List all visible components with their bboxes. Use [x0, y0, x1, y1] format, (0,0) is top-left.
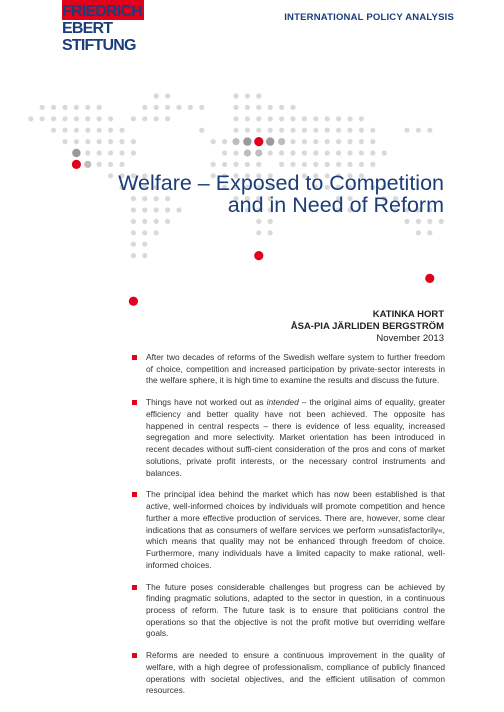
map-dot: [302, 128, 307, 133]
map-dot: [313, 128, 318, 133]
map-dot: [256, 128, 261, 133]
map-dot: [313, 116, 318, 121]
publication-date: November 2013: [376, 333, 444, 344]
summary-item: [132, 650, 445, 697]
map-dot: [131, 150, 136, 155]
bullet-square-icon: [132, 400, 137, 405]
map-dot: [313, 139, 318, 144]
map-dot-highlight: [254, 251, 263, 260]
logo-line-3: STIFTUNG: [62, 37, 136, 54]
bullet-square-icon: [132, 492, 137, 497]
map-dot: [256, 105, 261, 110]
author-2: ÅSA-PIA JÄRLIDEN BERGSTRÖM: [290, 321, 444, 332]
map-dot: [154, 116, 159, 121]
map-dot: [211, 139, 216, 144]
map-dot: [416, 230, 421, 235]
map-dot: [188, 105, 193, 110]
map-dot: [74, 128, 79, 133]
map-dot-highlight: [425, 274, 434, 283]
map-dot: [222, 162, 227, 167]
map-dot: [51, 128, 56, 133]
map-dot: [427, 230, 432, 235]
map-dot: [199, 128, 204, 133]
summary-text: The principal idea behind the market which has now been established is that active, well-informed choices by individuals will promote competition and hence further a more effective production of services. There are, however, some clear indications that as consumers of welfare services we perform »unsatisfactorily«, which means that quality may not be enhanced through freedom of choice. Furthermore, many individuals have a limited capacity to make rational, well-informed choices.: [146, 489, 445, 570]
map-dot: [268, 219, 273, 224]
map-dot: [108, 139, 113, 144]
map-dot: [233, 93, 238, 98]
logo-line-1: FRIEDRICH: [62, 3, 142, 20]
map-dot: [232, 138, 239, 145]
map-dot-highlight: [254, 137, 263, 146]
map-dot: [119, 139, 124, 144]
map-dot: [255, 149, 262, 156]
map-dot: [154, 230, 159, 235]
logo-line-2: EBERT: [62, 20, 113, 37]
map-dot: [347, 116, 352, 121]
map-dot: [97, 150, 102, 155]
map-dot: [85, 139, 90, 144]
map-dot: [233, 105, 238, 110]
map-dot: [427, 128, 432, 133]
summary-text: Reforms are needed to ensure a continuous improvement in the quality of welfare, with a high degree of professionalism, compliance of publicly financed operations with societal objectives, and the efficient utilisation of common resources.: [146, 650, 445, 696]
map-dot: [97, 105, 102, 110]
map-dot: [62, 139, 67, 144]
map-dot: [243, 137, 251, 145]
map-dot: [222, 150, 227, 155]
map-dot: [279, 162, 284, 167]
map-dot: [131, 253, 136, 258]
map-dot: [359, 150, 364, 155]
map-dot: [439, 219, 444, 224]
map-dot: [427, 219, 432, 224]
map-dot: [119, 150, 124, 155]
map-dot: [302, 139, 307, 144]
map-dot: [325, 116, 330, 121]
summary-text-end: – the original aims of equality, greater efficiency and better quality have not been achieved. The opposite has happened in central respects – there is evidence of less equality, increased segregation and more selectivity. Market orientation has been introduced in recent decades without suffi-cient consideration of the pros and cons of market solutions, private profit interests, or the necessary control instruments and balances.: [146, 397, 445, 478]
map-dot: [131, 230, 136, 235]
map-dot: [336, 139, 341, 144]
map-dot: [256, 93, 261, 98]
map-dot: [85, 150, 90, 155]
map-dot: [266, 137, 274, 145]
map-dot: [290, 128, 295, 133]
map-dot: [222, 139, 227, 144]
map-dot: [416, 128, 421, 133]
map-dot: [313, 162, 318, 167]
map-dot: [279, 128, 284, 133]
map-dot: [290, 116, 295, 121]
fes-logo: [62, 0, 144, 54]
summary-text-start: Things have not worked out as: [146, 397, 267, 408]
summary-emphasis: intended: [266, 397, 299, 408]
map-dot: [347, 139, 352, 144]
map-dot: [85, 128, 90, 133]
map-dot: [131, 242, 136, 247]
map-dot: [290, 139, 295, 144]
map-dot: [199, 105, 204, 110]
map-dot: [62, 105, 67, 110]
map-dot: [370, 139, 375, 144]
map-dot: [256, 162, 261, 167]
map-dot: [108, 150, 113, 155]
map-dot: [404, 219, 409, 224]
author-1: KATINKA HORT: [372, 309, 444, 320]
map-dot: [404, 128, 409, 133]
map-dot: [176, 105, 181, 110]
document-title: [60, 172, 444, 216]
map-dot: [165, 116, 170, 121]
map-dot: [382, 150, 387, 155]
map-dot: [119, 162, 124, 167]
map-dot: [313, 150, 318, 155]
map-dot: [347, 128, 352, 133]
map-dot: [154, 219, 159, 224]
map-dot: [108, 128, 113, 133]
series-label: INTERNATIONAL POLICY ANALYSIS: [284, 12, 454, 23]
map-dot: [290, 105, 295, 110]
summary-item: [132, 489, 445, 571]
map-dot: [62, 128, 67, 133]
map-dot: [85, 116, 90, 121]
map-dot: [97, 116, 102, 121]
map-dot: [256, 219, 261, 224]
map-dot: [142, 242, 147, 247]
map-dot: [347, 150, 352, 155]
summary-text: The future poses considerable challenges but progress can be achieved by finding pragmatic solutions, adapted to the sector in question, in a continuous process of reform. The future task is to ensure that politicians control the operations so that the objective is not the profit motive but overriding welfare goals.: [146, 581, 445, 639]
map-dot: [142, 219, 147, 224]
map-dot: [290, 150, 295, 155]
map-dot: [359, 162, 364, 167]
map-dot-highlight: [72, 160, 81, 169]
map-dot: [97, 162, 102, 167]
map-dot: [268, 128, 273, 133]
map-dot: [108, 162, 113, 167]
bullet-square-icon: [132, 653, 137, 658]
map-dot: [302, 116, 307, 121]
map-dot: [51, 105, 56, 110]
map-dot: [347, 162, 352, 167]
map-dot: [336, 116, 341, 121]
map-dot: [142, 253, 147, 258]
map-dot: [165, 219, 170, 224]
map-dot: [84, 161, 91, 168]
map-dot: [211, 162, 216, 167]
map-dot: [74, 116, 79, 121]
map-dot: [72, 149, 80, 157]
map-dot: [336, 128, 341, 133]
map-dot: [62, 116, 67, 121]
map-dot: [279, 150, 284, 155]
map-dot: [131, 219, 136, 224]
map-dot: [142, 230, 147, 235]
summary-item: [132, 352, 445, 387]
map-dot: [325, 139, 330, 144]
map-dot: [359, 139, 364, 144]
map-dot: [359, 128, 364, 133]
map-dot: [256, 230, 261, 235]
map-dot: [279, 105, 284, 110]
map-dot: [142, 105, 147, 110]
map-dot: [245, 116, 250, 121]
map-dot: [279, 116, 284, 121]
map-dot: [233, 128, 238, 133]
map-dot: [119, 128, 124, 133]
map-dot: [245, 128, 250, 133]
map-dot: [370, 162, 375, 167]
map-dot: [108, 116, 113, 121]
map-dot: [233, 150, 238, 155]
map-dot: [97, 139, 102, 144]
map-dot: [302, 162, 307, 167]
map-dot: [40, 105, 45, 110]
map-dot: [245, 93, 250, 98]
map-dot: [131, 116, 136, 121]
map-dot: [245, 105, 250, 110]
map-dot: [28, 116, 33, 121]
map-dot: [370, 150, 375, 155]
map-dot: [74, 139, 79, 144]
map-dot: [359, 116, 364, 121]
map-dot: [325, 150, 330, 155]
map-dot: [245, 162, 250, 167]
map-dot: [325, 162, 330, 167]
map-dot: [154, 93, 159, 98]
map-dot: [416, 219, 421, 224]
map-dot: [268, 116, 273, 121]
map-dot: [290, 162, 295, 167]
summary-item: [132, 582, 445, 641]
map-dot: [165, 93, 170, 98]
map-dot: [142, 116, 147, 121]
map-dot: [165, 105, 170, 110]
title-line-2: and in Need of Reform: [227, 193, 444, 217]
map-dot: [302, 150, 307, 155]
map-dot-highlight: [129, 297, 138, 306]
map-dot: [154, 105, 159, 110]
map-dot: [85, 105, 90, 110]
bullet-square-icon: [132, 355, 137, 360]
author-block: [291, 309, 444, 345]
map-dot: [278, 138, 285, 145]
map-dot: [233, 116, 238, 121]
map-dot: [233, 162, 238, 167]
map-dot: [256, 116, 261, 121]
bullet-square-icon: [132, 585, 137, 590]
summary-list: [132, 352, 445, 707]
summary-text: After two decades of reforms of the Swedish welfare system to further freedom of choice, competition and increased participation by private-sector interests in the welfare sphere, it is high time to examine the results and discuss the future.: [146, 352, 445, 386]
map-dot: [268, 230, 273, 235]
map-dot: [74, 105, 79, 110]
map-dot: [268, 150, 273, 155]
map-dot: [244, 149, 251, 156]
map-dot: [336, 150, 341, 155]
summary-item: [132, 397, 445, 479]
map-dot: [97, 128, 102, 133]
map-dot: [131, 139, 136, 144]
map-dot: [40, 116, 45, 121]
title-line-1: Welfare – Exposed to Competition: [118, 171, 444, 195]
map-dot: [268, 105, 273, 110]
map-dot: [51, 116, 56, 121]
map-dot: [325, 128, 330, 133]
map-dot: [336, 162, 341, 167]
map-dot: [370, 128, 375, 133]
